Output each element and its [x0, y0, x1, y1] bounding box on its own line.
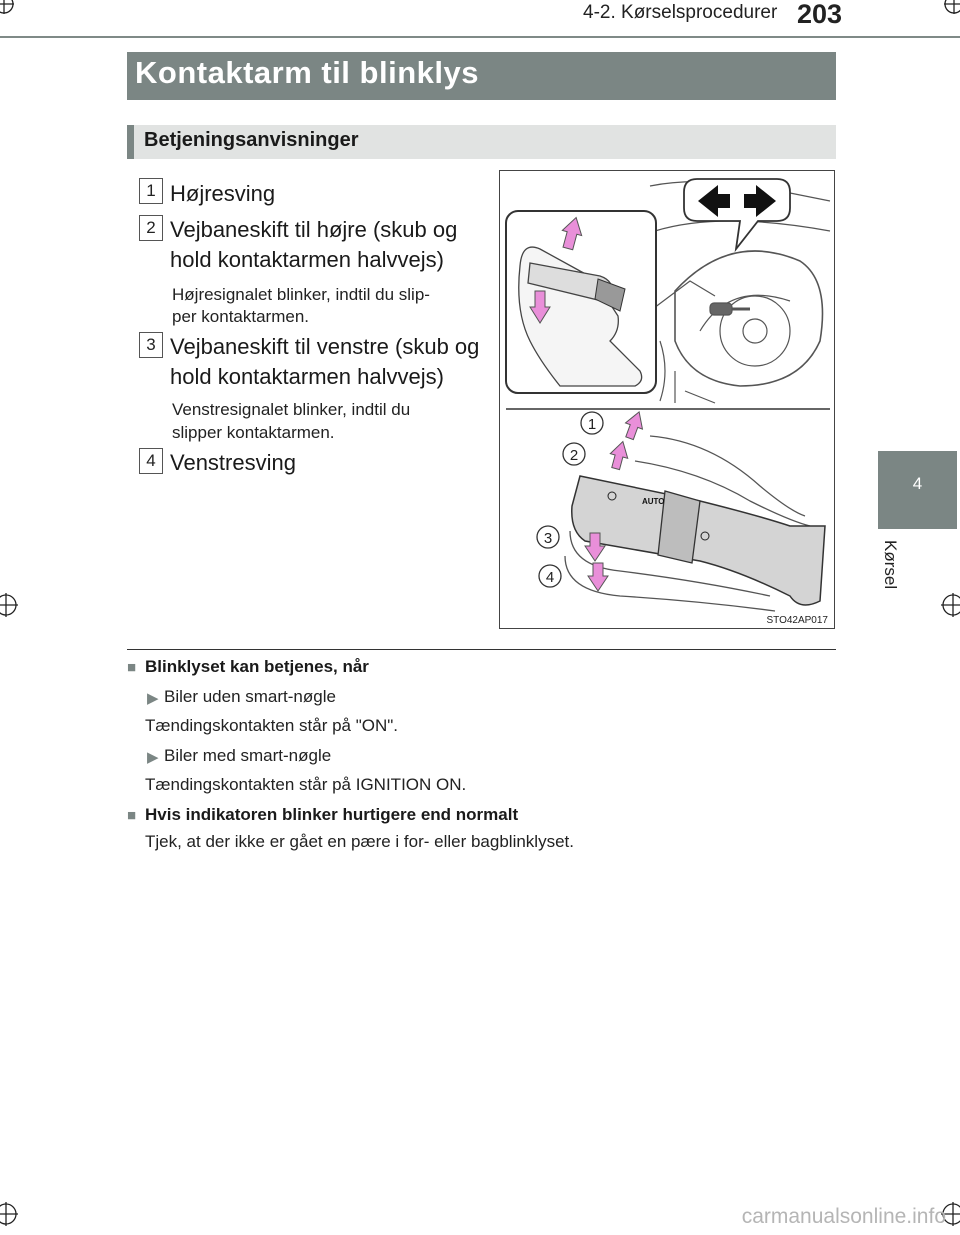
item-text-cont: hold kontaktarmen halvvejs): [170, 247, 444, 272]
crop-mark-bottom-left: [0, 1202, 18, 1226]
item-text: Vejbaneskift til venstre (skub og: [170, 334, 480, 359]
item-number-box: 4: [139, 448, 163, 474]
section-square-icon: ■: [127, 659, 137, 676]
lever-illustration: [499, 170, 835, 629]
item-note: Højresignalet blinker, indtil du slip-: [172, 285, 430, 304]
item-note-cont: per kontaktarmen.: [172, 307, 310, 326]
bullet-triangle-icon: ▶: [147, 749, 159, 766]
watermark: carmanualsonline.info: [741, 1205, 946, 1228]
bullet-triangle-icon: ▶: [147, 690, 159, 707]
page-number: 203: [797, 0, 843, 29]
crop-mark-top-right: [944, 0, 960, 14]
section-heading: Hvis indikatoren blinker hurtigere end normalt: [145, 805, 519, 824]
chapter-tab-number: 4: [912, 474, 923, 493]
chapter-tab-label: Kørsel: [881, 540, 900, 590]
hand-inset: [506, 211, 656, 393]
crop-mark-mid-left: [0, 593, 18, 617]
header-section-title: 4-2. Kørselsprocedurer: [583, 2, 778, 23]
callout-label: 1: [587, 416, 597, 433]
item-text: Venstresving: [170, 450, 296, 475]
lever-diagram: [537, 409, 825, 611]
figure-code: STO42AP017: [766, 615, 828, 626]
item-text: Højresving: [170, 181, 276, 206]
section-rule: [127, 649, 836, 650]
item-number-box: 2: [139, 215, 163, 241]
item-text: Vejbaneskift til højre (skub og: [170, 217, 458, 242]
callout-label: 4: [545, 569, 555, 586]
bullet-text: Biler uden smart-nøgle: [164, 687, 336, 706]
crop-mark-mid-right: [941, 593, 960, 617]
item-note: Venstresignalet blinker, indtil du: [172, 400, 411, 419]
section-heading: Blinklyset kan betjenes, når: [145, 657, 369, 676]
body-text: Tændingskontakten står på "ON".: [145, 716, 399, 735]
turn-signal-callout: [684, 179, 790, 249]
item-note-cont: slipper kontaktarmen.: [172, 423, 335, 442]
page-title: Kontaktarm til blinklys: [135, 55, 479, 90]
header-rule: [0, 36, 960, 38]
section-square-icon: ■: [127, 807, 137, 824]
item-number-box: 3: [139, 332, 163, 358]
body-text: Tjek, at der ikke er gået en pære i for- eller bagblinklyset.: [145, 832, 574, 851]
item-number-box: 1: [139, 178, 163, 204]
item-text-cont: hold kontaktarmen halvvejs): [170, 364, 444, 389]
bullet-text: Biler med smart-nøgle: [164, 746, 332, 765]
crop-mark-top-left: [0, 0, 14, 14]
lever-illustration-svg: [500, 171, 834, 628]
lever-auto-text: AUTO: [642, 497, 665, 506]
callout-label: 2: [569, 447, 579, 464]
body-text: Tændingskontakten står på IGNITION ON.: [145, 775, 467, 794]
subtitle: Betjeningsanvisninger: [144, 129, 359, 151]
callout-label: 3: [543, 530, 553, 547]
